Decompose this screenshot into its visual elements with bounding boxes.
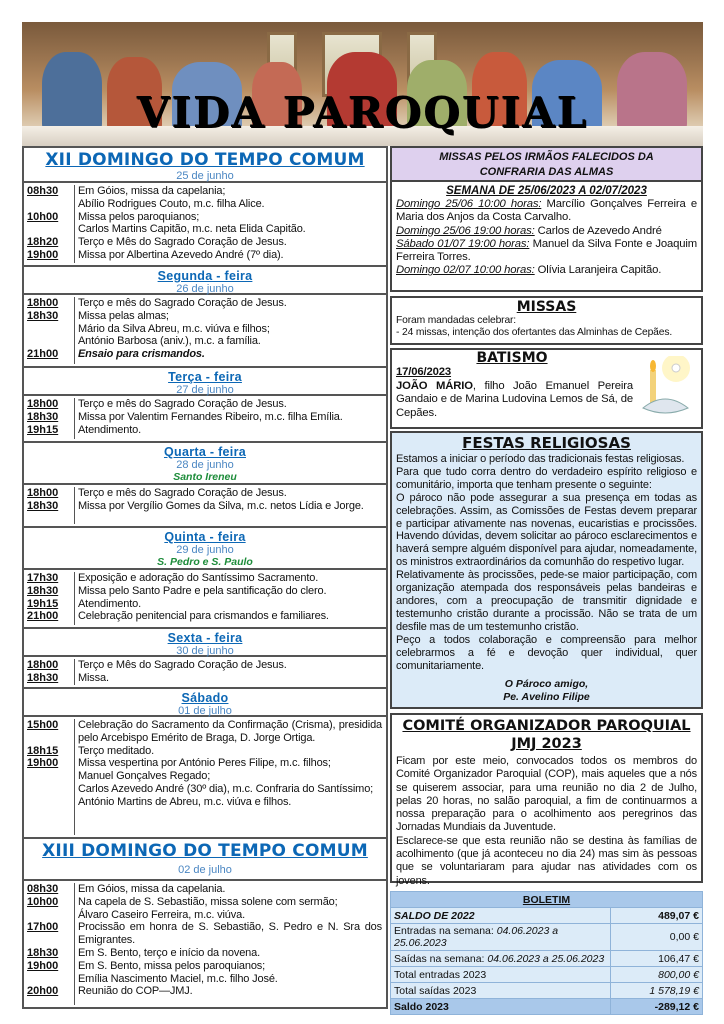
schedule-block xyxy=(24,293,386,366)
comite-title: JMJ 2023 xyxy=(511,736,582,752)
day-header xyxy=(24,265,386,293)
boletim-period: 04.06.2023 a 25.06.2023 xyxy=(394,925,559,949)
batismo-name: JOÃO MÁRIO xyxy=(396,379,473,392)
schedule-time: 20h00 xyxy=(27,985,59,998)
schedule-time: 18h30 xyxy=(27,410,59,423)
header-banner xyxy=(22,22,703,146)
boletim-label xyxy=(391,908,611,924)
schedule-block xyxy=(24,655,386,687)
boletim-label-text: Total saídas 2023 xyxy=(394,984,477,997)
confraria-entry xyxy=(396,198,697,225)
schedule-entry-text: Celebração penitencial para crismandos e familiares. xyxy=(78,610,329,623)
day-title: XIII DOMINGO DO TEMPO COMUM xyxy=(42,841,368,861)
schedule-entry-text: Exposição e adoração do Santíssimo Sacramento. xyxy=(78,572,319,584)
text-column xyxy=(75,398,386,439)
confraria-entry-names: Olívia Laranjeira Capitão. xyxy=(534,264,662,277)
schedule-time: 21h00 xyxy=(27,348,59,361)
boletim-label-text: Total entradas 2023 xyxy=(394,968,487,981)
comite-paragraph: Ficam por este meio, convocados todos os membros do Comité Organizador Paroquial (COP), mais aqueles que a nós se quiserem associar, para uma reunião no dia 2 de Julho, pelas 20 horas, no salão paroquial, a fim de continuarmos a nossa preparação para o acolhimento aos peregrinos das Jornadas Mundiais da Juventude. xyxy=(396,755,697,834)
schedule-time: 19h15 xyxy=(27,597,59,610)
confraria-box xyxy=(390,146,703,292)
comite-box xyxy=(390,713,703,887)
comite-title: COMITÉ ORGANIZADOR PAROQUIAL xyxy=(402,718,691,734)
confraria-entry-names: Marcílio Gonçalves Ferreira e Maria dos Anjos da Costa Carvalho. xyxy=(396,198,697,224)
schedule-entry-text: Reunião do COP—JMJ. xyxy=(78,985,193,998)
schedule-time: 18h20 xyxy=(27,236,59,249)
text-column xyxy=(75,487,386,524)
festas-text xyxy=(392,453,701,672)
schedule-entry-text: Terço e mês do Sagrado Coração de Jesus. xyxy=(78,487,287,499)
boletim-value: 106,47 € xyxy=(611,951,703,967)
boletim-period: 04.06.2023 a 25.06.2023 xyxy=(487,952,605,965)
day-date: 01 de julho xyxy=(178,705,232,717)
boletim-row xyxy=(391,908,703,924)
boletim-label xyxy=(391,983,611,999)
day-header xyxy=(24,146,386,181)
boletim-row xyxy=(391,967,703,983)
schedule-time: 15h00 xyxy=(27,719,59,731)
schedule-time: 10h00 xyxy=(27,895,59,908)
boletim-value: -289,12 € xyxy=(611,999,703,1015)
time-column xyxy=(24,572,75,625)
batismo-text: , filho João Emanuel Pereira Gandaio e de Marina Ludovina Lemos de Sá, de Cepães. xyxy=(396,379,633,419)
schedule-time: 19h00 xyxy=(27,757,59,770)
schedule-time: 21h00 xyxy=(27,610,59,623)
text-column xyxy=(75,883,386,1005)
schedule-entry-text: Álvaro Caseiro Ferreira, m.c. viúva. xyxy=(78,908,245,921)
missas-text: - 24 missas, intenção dos ofertantes das Alminhas de Cepães. xyxy=(396,327,673,338)
boletim-label-text: Saldo 2023 xyxy=(394,1000,449,1013)
batismo-date: 17/06/2023 xyxy=(396,366,452,378)
schedule-time: 18h30 xyxy=(27,499,59,512)
text-column xyxy=(75,719,386,835)
day-header xyxy=(24,441,386,483)
schedule-entry-text: António Martins de Abreu, m.c. viúva e filhos. xyxy=(78,795,292,808)
time-column xyxy=(24,398,75,439)
comite-paragraph: Esclarece-se que esta reunião não se destina às famílias de acolhimento (que já aconteceu no dia 24) mas sim às pessoas que se voluntariaram para ajudar nas atividades com os jovens. xyxy=(396,834,697,887)
schedule-entry-text: Missa por Valentim Fernandes Ribeiro, m.c. filha Emília. xyxy=(78,410,343,423)
comite-text xyxy=(392,755,701,888)
boletim-row xyxy=(391,951,703,967)
signature: Pe. Avelino Filipe xyxy=(503,691,590,704)
schedule-entry-text: Carlos Martins Capitão, m.c. neta Elida Capitão. xyxy=(78,223,306,236)
schedule-entry-text: Atendimento. xyxy=(78,423,142,436)
schedule-entry-text: Terço e mês do Sagrado Coração de Jesus. xyxy=(78,398,287,410)
schedule-time: 18h15 xyxy=(27,744,59,757)
boletim-label-text: Saídas na semana: xyxy=(394,952,485,965)
boletim-table xyxy=(390,891,703,1015)
schedule-time: 18h00 xyxy=(27,297,59,309)
day-date: 27 de junho xyxy=(176,384,234,396)
festas-paragraph: Para que tudo corra dentro do verdadeiro espírito religioso e comunitário, importa que tenham presente o seguinte: xyxy=(396,465,697,491)
schedule-entry-text: Missa pelas almas; xyxy=(78,309,169,322)
boletim-value: 1 578,19 € xyxy=(611,983,703,999)
schedule-time: 10h00 xyxy=(27,210,59,223)
confraria-week: SEMANA DE 25/06/2023 A 02/07/2023 xyxy=(446,185,647,197)
time-column xyxy=(24,487,75,524)
day-title: Quinta - feira xyxy=(164,530,246,544)
schedule-entry-text: Manuel Gonçalves Regado; xyxy=(78,770,211,783)
schedule-column xyxy=(22,146,388,1009)
day-date: 30 de junho xyxy=(176,645,234,657)
text-column xyxy=(75,572,386,625)
saint-of-day: S. Pedro e S. Paulo xyxy=(157,556,253,568)
schedule-block xyxy=(24,394,386,441)
confraria-entry xyxy=(396,238,697,265)
schedule-block xyxy=(24,879,386,1007)
boletim-label-text: Entradas na semana: xyxy=(394,925,494,937)
festas-box xyxy=(390,431,703,709)
confraria-entry-label: Sábado 01/07 19:00 horas: xyxy=(396,237,530,250)
day-header xyxy=(24,627,386,655)
batismo-box xyxy=(390,348,703,429)
confraria-entry-label: Domingo 02/07 10:00 horas: xyxy=(396,264,535,277)
boletim-label-text: SALDO DE 2022 xyxy=(394,909,475,922)
day-title: XII DOMINGO DO TEMPO COMUM xyxy=(45,150,365,170)
boletim-value: 489,07 € xyxy=(611,908,703,924)
boletim-value: 800,00 € xyxy=(611,967,703,983)
schedule-entry-text: Abílio Rodrigues Couto, m.c. filha Alice. xyxy=(78,197,265,210)
baptism-candle-shell-icon xyxy=(638,356,693,422)
schedule-time: 17h30 xyxy=(27,572,59,584)
schedule-time: 18h30 xyxy=(27,946,59,959)
schedule-time: 18h00 xyxy=(27,398,59,410)
saint-of-day: Santo Ireneu xyxy=(173,471,237,483)
confraria-header xyxy=(392,148,701,182)
schedule-time: 18h30 xyxy=(27,584,59,597)
schedule-entry-text: António Barbosa (aniv.), m.c. a família. xyxy=(78,335,261,348)
signature: O Pároco amigo, xyxy=(504,678,589,691)
bulletin-title: VIDA PAROQUIAL xyxy=(136,88,589,137)
festas-paragraph: O pároco não pode assegurar a sua presença em todas as celebrações. Assim, as Comissões de Festas devem preparar e participar ativamente nas novenas, eucaristias e procissões. Havendo dúvidas, devem solicitar ao pároco esclarecimentos e haverá sempre alguém disponível para ajudar, nomeadamente, os ministros extraordinários da comunhão do respetivo lugar. xyxy=(396,491,697,569)
boletim-row xyxy=(391,983,703,999)
schedule-entry-text: Terço e Mês do Sagrado Coração de Jesus. xyxy=(78,236,287,249)
schedule-entry-text: Atendimento. xyxy=(78,597,142,610)
time-column xyxy=(24,659,75,685)
schedule-time: 18h00 xyxy=(27,659,59,671)
boletim-value: 0,00 € xyxy=(611,924,703,951)
schedule-block xyxy=(24,483,386,526)
schedule-block xyxy=(24,715,386,837)
schedule-time: 18h00 xyxy=(27,487,59,499)
schedule-entry-text: Carlos Azevedo André (30º dia), m.c. Confraria do Santíssimo; xyxy=(78,782,374,795)
boletim-label xyxy=(391,967,611,983)
confraria-entry-names: Manuel da Silva Fonte e Joaquim Ferreira Torres. xyxy=(396,237,697,264)
schedule-entry-text: Missa por Albertina Azevedo André (7º dia). xyxy=(78,248,284,261)
day-header xyxy=(24,837,386,879)
schedule-entry-text: Na capela de S. Sebastião, missa solene com sermão; xyxy=(78,895,338,908)
schedule-block xyxy=(24,181,386,265)
time-column xyxy=(24,185,75,263)
schedule-entry-text: Em S. Bento, terço e início da novena. xyxy=(78,946,261,959)
day-date: 25 de junho xyxy=(176,170,234,182)
confraria-list xyxy=(392,198,701,278)
schedule-entry-text: Terço e mês do Sagrado Coração de Jesus. xyxy=(78,297,287,309)
schedule-entry-text: Missa. xyxy=(78,671,109,684)
festas-paragraph: Estamos a iniciar o período das tradicionais festas religiosas. xyxy=(396,453,685,465)
day-date: 02 de julho xyxy=(178,864,232,876)
boletim-label xyxy=(391,999,611,1015)
missas-box xyxy=(390,296,703,345)
time-column xyxy=(24,883,75,1005)
schedule-entry-text: Emília Nascimento Maciel, m.c. filho José. xyxy=(78,972,278,985)
batismo-title: BATISMO xyxy=(476,350,548,366)
boletim-label xyxy=(391,951,611,967)
schedule-entry-text: Celebração do Sacramento da Confirmação (Crisma), presidida pelo Arcebispo Emérito de Braga, D. Jorge Ortiga. xyxy=(78,719,382,744)
confraria-entry-names: Carlos de Azevedo André xyxy=(534,224,662,237)
festas-paragraph: Relativamente às procissões, pede-se maior participação, com organização atempada dos responsáveis pelas bandeiras e andores, com a preocupação de transmitir dignidade e testemunho cristão durante a procissão. Não se trata de um desfile mas de um testemunho cristão. xyxy=(396,569,697,633)
schedule-entry-text: Missa pelo Santo Padre e pela santificação do clero. xyxy=(78,584,327,597)
schedule-entry-text: Missa pelos paroquianos; xyxy=(78,210,200,223)
schedule-time: 08h30 xyxy=(27,883,59,895)
schedule-entry-text: Missa por Vergílio Gomes da Silva, m.c. netos Lídia e Jorge. xyxy=(78,499,364,512)
festas-paragraph: Peço a todos colaboração e compreensão para melhor celebrarmos a fé e devoção quer individual, quer comunitariamente. xyxy=(396,633,697,672)
schedule-entry-text: Terço e Mês do Sagrado Coração de Jesus. xyxy=(78,659,287,671)
missas-title: MISSAS xyxy=(516,299,577,315)
time-column xyxy=(24,719,75,835)
confraria-entry-label: Domingo 25/06 10:00 horas: xyxy=(396,198,542,210)
schedule-entry-text: Missa vespertina por António Peres Filipe, m.c. filhos; xyxy=(78,757,331,770)
boletim-row xyxy=(391,999,703,1015)
schedule-time: 19h15 xyxy=(27,423,59,436)
confraria-entry-label: Domingo 25/06 19:00 horas: xyxy=(396,224,535,237)
day-title: Segunda - feira xyxy=(157,269,253,283)
schedule-entry-text: Em Góios, missa da capelania; xyxy=(78,185,226,197)
schedule-entry-text: Terço meditado. xyxy=(78,744,155,757)
day-title: Sexta - feira xyxy=(167,631,243,645)
schedule-entry-text: Em S. Bento, missa pelos paroquianos; xyxy=(78,959,266,972)
day-header xyxy=(24,687,386,715)
festas-title: FESTAS RELIGIOSAS xyxy=(462,434,631,452)
confraria-title: CONFRARIA DAS ALMAS xyxy=(479,166,614,178)
day-header xyxy=(24,526,386,568)
schedule-time: 18h30 xyxy=(27,671,59,684)
schedule-time: 17h00 xyxy=(27,921,59,934)
day-date: 29 de junho xyxy=(176,544,234,556)
schedule-block xyxy=(24,568,386,627)
text-column xyxy=(75,297,386,364)
confraria-entry xyxy=(396,264,697,277)
schedule-time: 19h00 xyxy=(27,248,59,261)
text-column xyxy=(75,185,386,263)
schedule-time: 08h30 xyxy=(27,185,59,197)
day-date: 28 de junho xyxy=(176,459,234,471)
schedule-entry-text: Procissão em honra de S. Sebastião, S. Pedro e N. Sra dos Emigrantes. xyxy=(78,921,382,947)
boletim-label xyxy=(391,924,611,951)
day-header xyxy=(24,366,386,394)
day-date: 26 de junho xyxy=(176,283,234,295)
day-title: Terça - feira xyxy=(168,370,242,384)
boletim-title: BOLETIM xyxy=(391,892,703,908)
schedule-entry-text: Em Góios, missa da capelania. xyxy=(78,883,226,895)
schedule-time: 18h30 xyxy=(27,309,59,322)
schedule-time: 19h00 xyxy=(27,959,59,972)
confraria-title: MISSAS PELOS IRMÃOS FALECIDOS DA xyxy=(439,151,654,163)
confraria-entry xyxy=(396,225,697,238)
day-title: Quarta - feira xyxy=(163,445,246,459)
schedule-entry-text: Mário da Silva Abreu, m.c. viúva e filhos; xyxy=(78,322,270,335)
boletim-row xyxy=(391,924,703,951)
time-column xyxy=(24,297,75,364)
text-column xyxy=(75,659,386,685)
day-title: Sábado xyxy=(181,691,229,705)
schedule-entry-text: Ensaio para crismandos. xyxy=(78,348,205,361)
missas-text: Foram mandadas celebrar: xyxy=(396,315,517,326)
